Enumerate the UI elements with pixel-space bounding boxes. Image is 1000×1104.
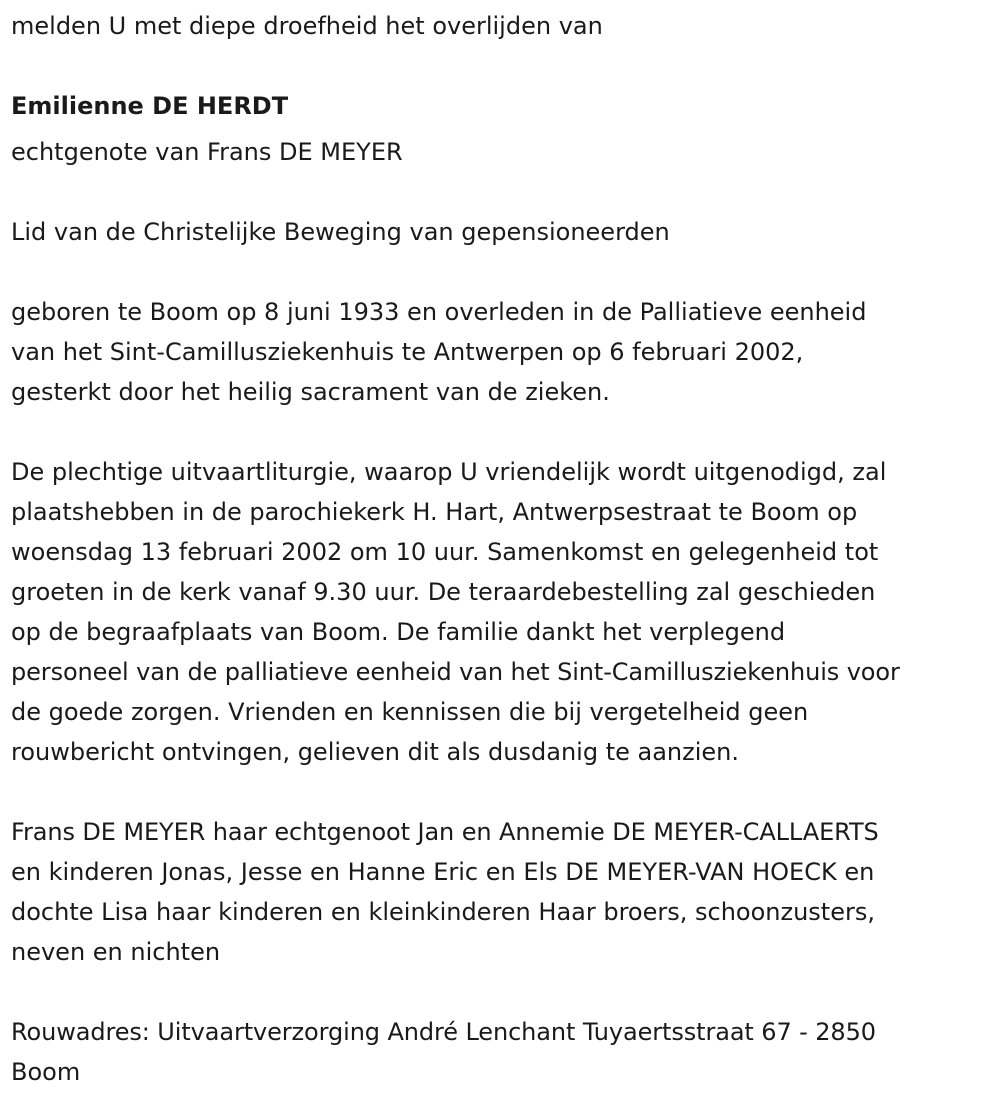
- text-line: gesterkt door het heilig sacrament van de zieken.: [11, 378, 610, 406]
- text-line: van het Sint-Camillusziekenhuis te Antwerpen op 6 februari 2002,: [11, 338, 804, 366]
- text-line: neven en nichten: [11, 938, 221, 966]
- birth-death-paragraph: [11, 292, 1000, 412]
- text-line: dochte Lisa haar kinderen en kleinkinderen Haar broers, schoonzusters,: [11, 898, 875, 926]
- text-line: personeel van de palliatieve eenheid van het Sint-Camillusziekenhuis voor: [11, 658, 900, 686]
- text-line: groeten in de kerk vanaf 9.30 uur. De teraardebestelling zal geschieden: [11, 578, 876, 606]
- text-line: Rouwadres: Uitvaartverzorging André Lenchant Tuyaertsstraat 67 - 2850: [11, 1018, 876, 1046]
- spacer: [11, 252, 1000, 292]
- text-line: woensdag 13 februari 2002 om 10 uur. Samenkomst en gelegenheid tot: [11, 538, 879, 566]
- text-line: geboren te Boom op 8 juni 1933 en overleden in de Palliatieve eenheid: [11, 298, 867, 326]
- deceased-name: Emilienne DE HERDT: [11, 92, 289, 120]
- spacer: [11, 772, 1000, 812]
- membership-text: Lid van de Christelijke Beweging van gepensioneerden: [11, 218, 670, 246]
- spacer: [11, 172, 1000, 212]
- text-line: op de begraafplaats van Boom. De familie dankt het verplegend: [11, 618, 786, 646]
- text-line: plaatshebben in de parochiekerk H. Hart, Antwerpsestraat te Boom op: [11, 498, 858, 526]
- text-line: De plechtige uitvaartliturgie, waarop U vriendelijk wordt uitgenodigd, zal: [11, 458, 887, 486]
- spacer: [11, 46, 1000, 86]
- intro-text: melden U met diepe droefheid het overlijden van: [11, 12, 603, 40]
- funeral-paragraph: [11, 452, 1000, 772]
- text-line: Frans DE MEYER haar echtgenoot Jan en Annemie DE MEYER-CALLAERTS: [11, 818, 879, 846]
- text-line: Boom: [11, 1058, 81, 1086]
- text-line: rouwbericht ontvingen, gelieven dit als dusdanig te aanzien.: [11, 738, 739, 766]
- text-line: de goede zorgen. Vrienden en kennissen die bij vergetelheid geen: [11, 698, 809, 726]
- text-line: en kinderen Jonas, Jesse en Hanne Eric en Els DE MEYER-VAN HOECK en: [11, 858, 875, 886]
- deceased-spouse: echtgenote van Frans DE MEYER: [11, 138, 403, 166]
- family-paragraph: [11, 812, 1000, 972]
- address-paragraph: [11, 1012, 1000, 1092]
- spacer: [11, 972, 1000, 1012]
- spacer: [11, 412, 1000, 452]
